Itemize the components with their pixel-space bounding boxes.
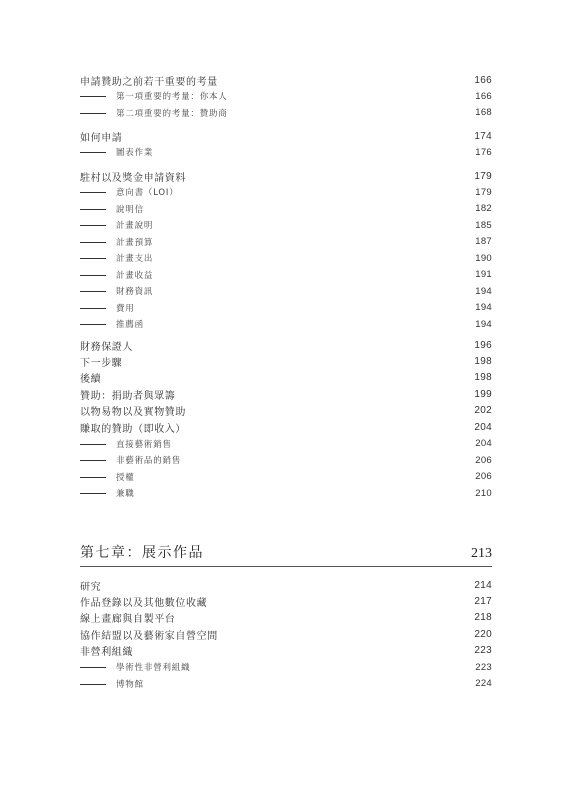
toc-entry-title: 研究 xyxy=(80,581,102,593)
chapter-heading xyxy=(80,540,492,567)
toc-page-number: 223 xyxy=(474,645,492,657)
toc-entry xyxy=(80,72,492,88)
toc-subentry xyxy=(80,234,492,250)
chapter-title: 第七章：展示作品 xyxy=(80,545,204,561)
toc-subentry xyxy=(80,436,492,452)
toc-page-number: 196 xyxy=(474,339,492,351)
toc-subentry xyxy=(80,217,492,233)
toc-page-number: 166 xyxy=(475,90,492,102)
toc-page-number: 204 xyxy=(474,421,492,433)
toc-subentry xyxy=(80,676,492,692)
toc-subentry xyxy=(80,88,492,104)
toc-page-number: 206 xyxy=(475,471,492,483)
toc-entry xyxy=(80,593,492,609)
toc-page-number: 214 xyxy=(474,579,492,591)
toc-page-number: 194 xyxy=(475,302,492,314)
toc-entry-title: 線上畫廊與自製平台 xyxy=(80,614,176,626)
toc-page-number: 223 xyxy=(475,661,492,673)
toc-entry-title: 作品登錄以及其他數位收藏 xyxy=(80,597,208,609)
toc-entry xyxy=(80,386,492,402)
toc-entry-title: 以物易物以及實物贊助 xyxy=(80,407,186,419)
toc-entry-title: 計畫說明 xyxy=(80,219,153,231)
toc-subentry xyxy=(80,250,492,266)
toc-page-number: 199 xyxy=(474,388,492,400)
toc-page-number: 198 xyxy=(474,355,492,367)
toc-entry-title: 如何申請 xyxy=(80,132,123,144)
toc-page-number: 182 xyxy=(475,203,492,215)
toc-page-number: 191 xyxy=(475,269,492,281)
toc-page-number: 187 xyxy=(475,236,492,248)
toc-subentry xyxy=(80,267,492,283)
toc-page-number: 166 xyxy=(474,74,492,86)
toc-entry-title: 申請贊助之前若干重要的考量 xyxy=(80,76,218,88)
toc-page-number: 204 xyxy=(475,438,492,450)
toc-subentry xyxy=(80,659,492,675)
toc-entry-title: 學術性非營利組織 xyxy=(80,661,190,673)
toc-entry-title: 兼職 xyxy=(80,487,135,499)
toc-page-number: 168 xyxy=(475,107,492,119)
toc-page-number: 198 xyxy=(474,372,492,384)
toc-subentry xyxy=(80,144,492,160)
toc-subentry xyxy=(80,316,492,332)
chapter-page-number: 213 xyxy=(471,546,492,561)
toc-entry-title: 下一步驟 xyxy=(80,357,123,369)
toc-entry-title: 非藝術品的銷售 xyxy=(80,454,181,466)
toc-page-number: 176 xyxy=(475,146,492,158)
toc-entry xyxy=(80,577,492,593)
toc-entry xyxy=(80,403,492,419)
toc-entry-title: 後續 xyxy=(80,374,102,386)
toc-entry xyxy=(80,353,492,369)
toc-entry xyxy=(80,626,492,642)
toc-entry xyxy=(80,419,492,435)
toc-entry-title: 第二項重要的考量：贊助商 xyxy=(80,107,228,119)
toc-entry-title: 賺取的贊助（即收入） xyxy=(80,423,186,435)
toc-page-number: 190 xyxy=(475,252,492,264)
toc-entry-title: 圖表作業 xyxy=(80,146,153,158)
toc-page-number: 179 xyxy=(474,170,492,182)
toc-entry-title: 費用 xyxy=(80,302,135,314)
toc-entry-title: 直接藝術銷售 xyxy=(80,438,172,450)
toc-entry-title: 贊助：捐助者與眾籌 xyxy=(80,390,176,402)
toc-page-number: 202 xyxy=(474,405,492,417)
toc-entry-title: 協作結盟以及藝術家自營空間 xyxy=(80,630,218,642)
toc-page-number: 194 xyxy=(475,285,492,297)
toc-page-number: 224 xyxy=(475,678,492,690)
toc-subentry xyxy=(80,300,492,316)
toc-entry-title: 計畫收益 xyxy=(80,269,153,281)
toc-entry-title: 財務保證人 xyxy=(80,341,133,353)
toc-entry-title: 非營利組織 xyxy=(80,647,133,659)
toc-page-number: 206 xyxy=(475,454,492,466)
toc-entry xyxy=(80,370,492,386)
toc-page-number: 220 xyxy=(474,628,492,640)
toc-entry xyxy=(80,643,492,659)
toc-entry-title: 計畫預算 xyxy=(80,236,153,248)
toc-entry-title: 博物館 xyxy=(80,678,144,690)
toc-subentry xyxy=(80,452,492,468)
toc-page-number: 179 xyxy=(475,186,492,198)
toc-entry-title: 說明信 xyxy=(80,203,144,215)
toc-entry-title: 推薦函 xyxy=(80,318,144,330)
toc-subentry xyxy=(80,469,492,485)
toc-subentry xyxy=(80,283,492,299)
toc-entry xyxy=(80,128,492,144)
toc-page-number: 174 xyxy=(474,130,492,142)
toc-entry xyxy=(80,168,492,184)
toc-subentry xyxy=(80,105,492,121)
toc-entry-title: 駐村以及獎金申請資料 xyxy=(80,172,186,184)
toc-entry-title: 計畫支出 xyxy=(80,252,153,264)
toc-page-number: 194 xyxy=(475,318,492,330)
toc-entry xyxy=(80,610,492,626)
toc-subentry xyxy=(80,485,492,501)
toc-subentry xyxy=(80,184,492,200)
toc-entry-title: 意向書（LOI） xyxy=(80,186,179,198)
toc-page-number: 185 xyxy=(475,219,492,231)
toc-entry-title: 第一項重要的考量：你本人 xyxy=(80,90,228,102)
toc-subentry xyxy=(80,201,492,217)
toc-entry-title: 財務資訊 xyxy=(80,285,153,297)
toc-page-number: 217 xyxy=(474,595,492,607)
toc-entry-title: 授權 xyxy=(80,471,135,483)
toc-page-number: 210 xyxy=(475,487,492,499)
toc-page-number: 218 xyxy=(474,612,492,624)
toc-entry xyxy=(80,337,492,353)
